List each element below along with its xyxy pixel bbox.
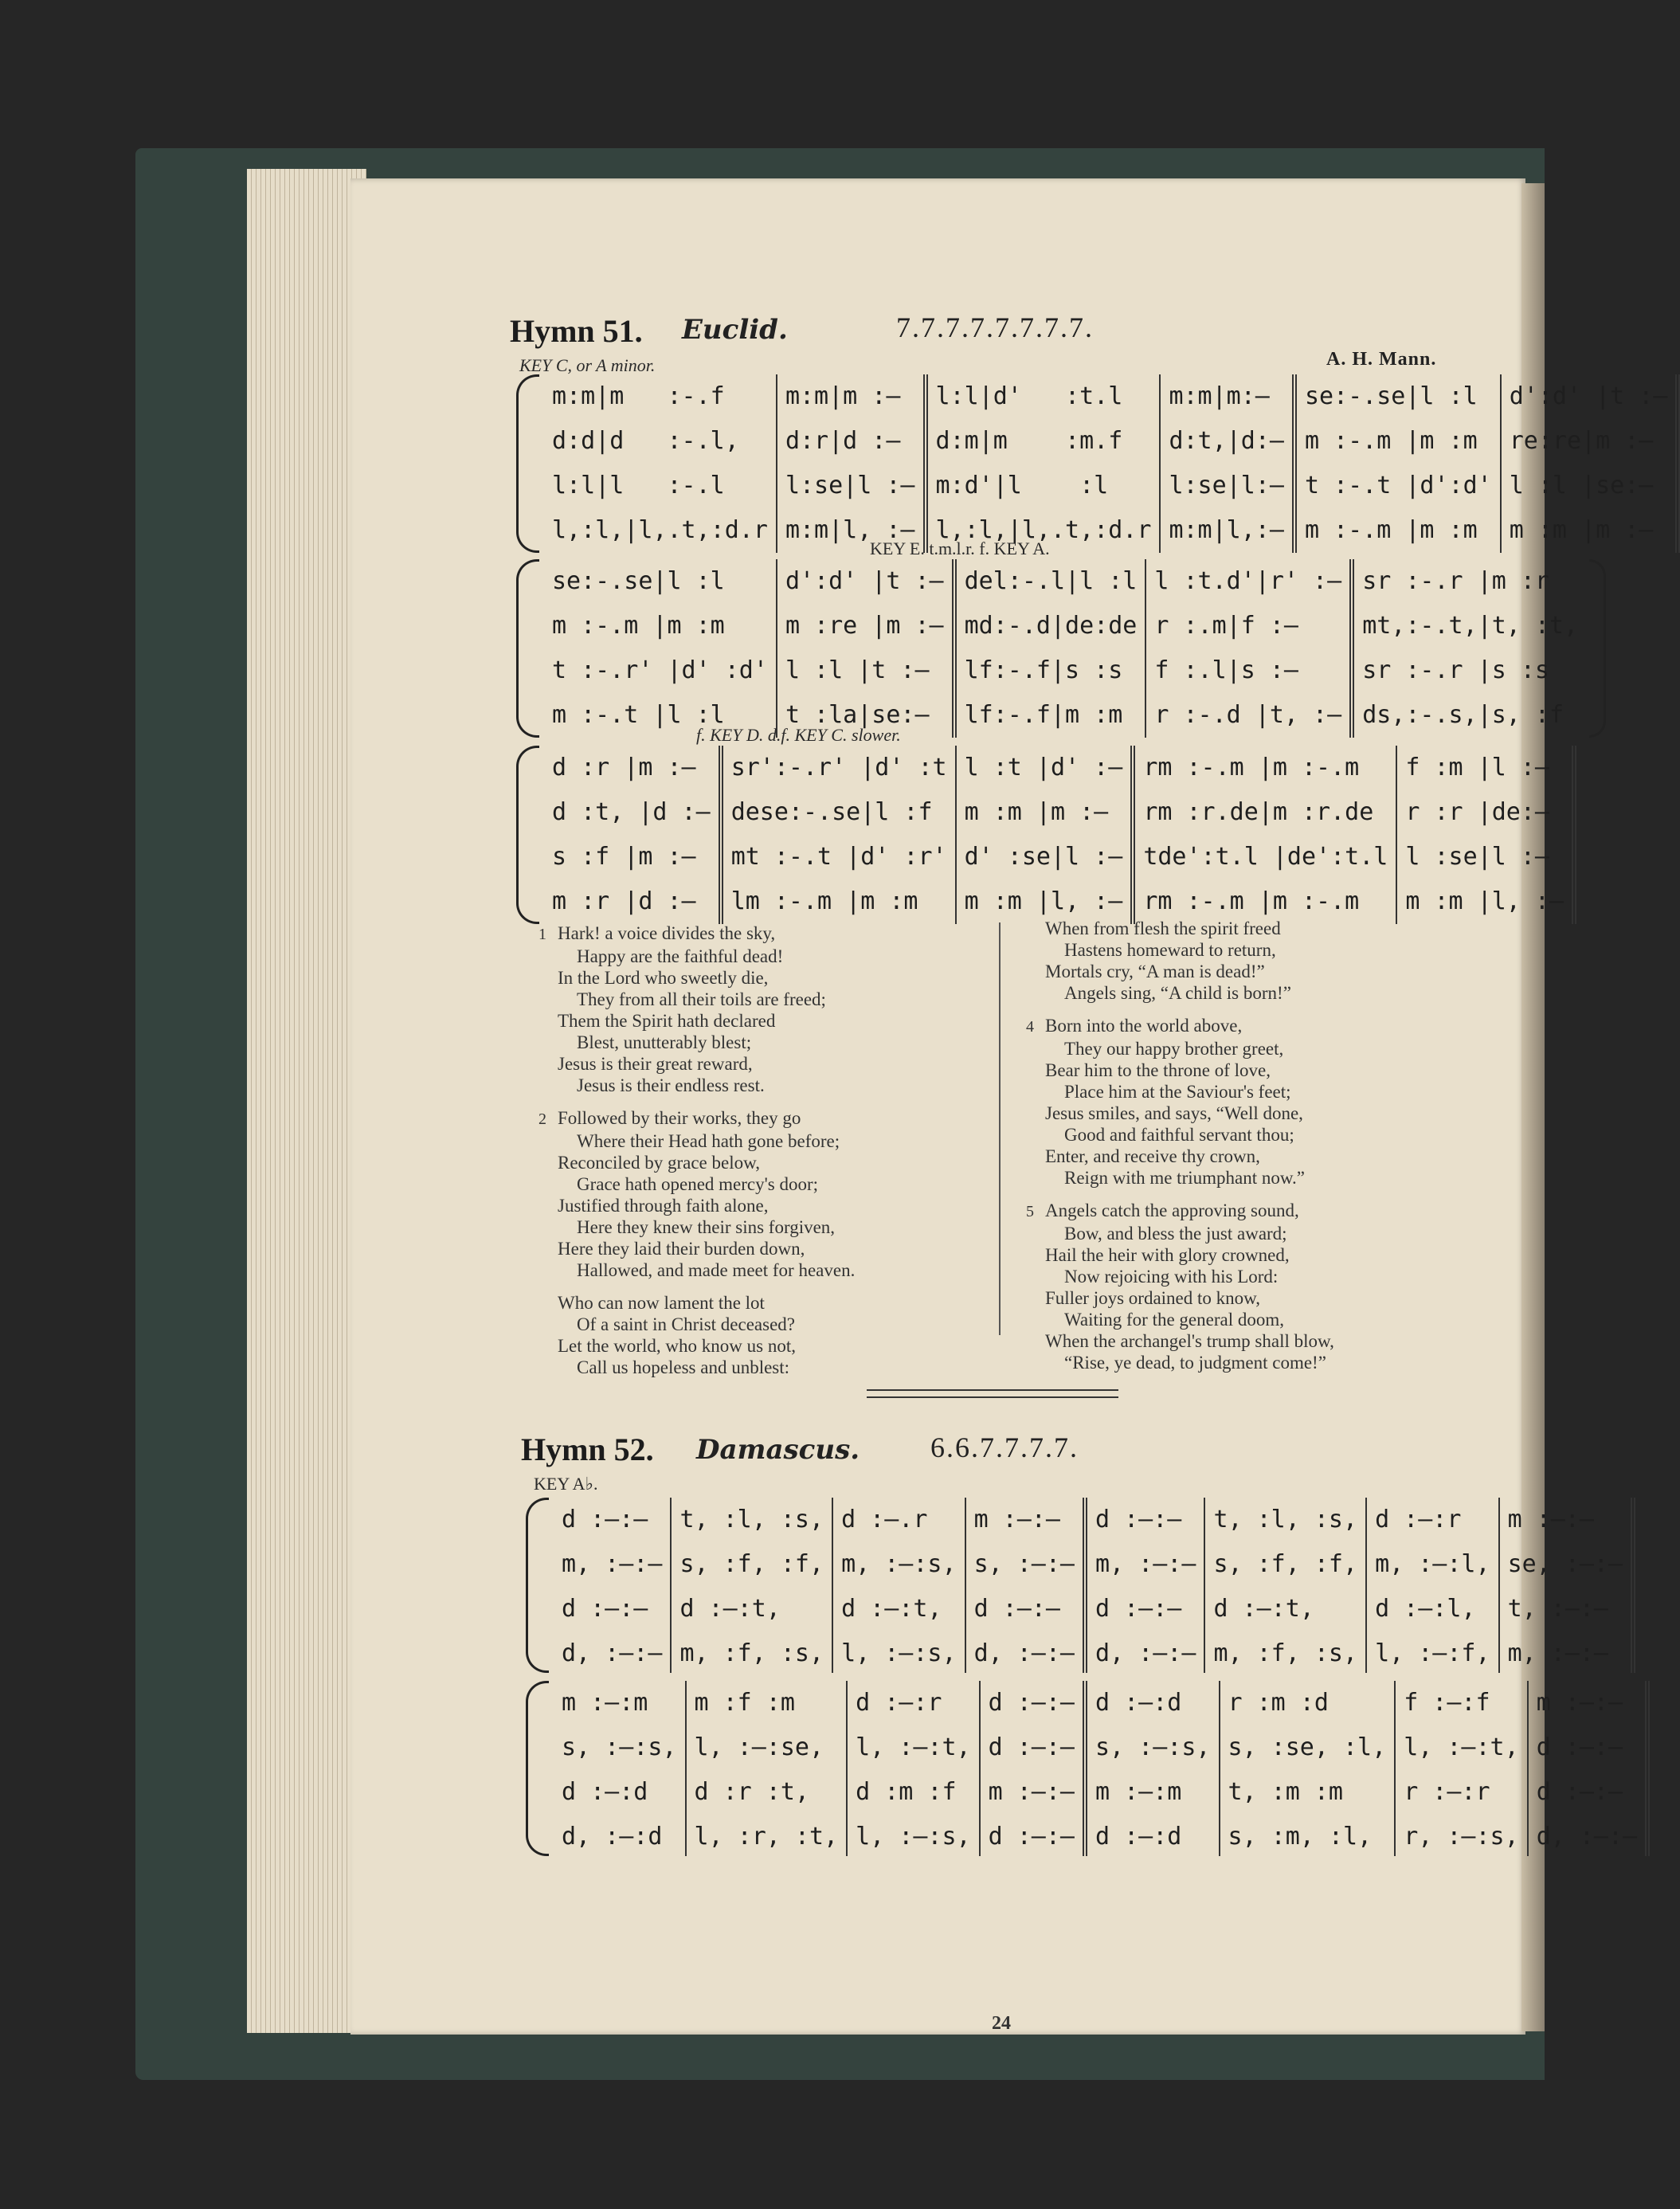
tenor-part: d :r :t, — [694, 1778, 809, 1806]
bass-part: d :—:— — [988, 1823, 1075, 1851]
bass-part: lm :-.m |m :m — [730, 887, 918, 915]
bass-part: d, :—:— — [973, 1639, 1075, 1667]
verse-line: Angels catch the approving sound, — [1045, 1200, 1299, 1220]
soprano-part: m :—:m — [562, 1689, 648, 1717]
bass-part: l, :—:s, — [841, 1639, 957, 1667]
soprano-part: d':d' |t :— — [1509, 382, 1668, 410]
verse-line: Happy are the faithful dead! — [577, 946, 784, 966]
music-measure — [1396, 1681, 1529, 1856]
bass-part: t :la|se:— — [785, 701, 930, 729]
verse-line: Fuller joys ordained to know, — [1045, 1288, 1261, 1308]
alto-part: m, :—:— — [1095, 1550, 1196, 1578]
alto-part: m :-.m |m :m — [1304, 427, 1478, 455]
music-measure — [1087, 1498, 1205, 1673]
verse-number: 5 — [1026, 1203, 1034, 1220]
bass-part: m :m |m :— — [1509, 516, 1654, 544]
bass-part: m :m |l, :— — [1405, 887, 1564, 915]
hymn-51-verses-right — [1026, 918, 1334, 1373]
verse-line: Jesus smiles, and says, “Well done, — [1045, 1103, 1303, 1123]
bass-part: l, :—:s, — [856, 1823, 971, 1851]
tenor-part: d :—:— — [1536, 1778, 1623, 1806]
alto-part: d:d|d :-.l, — [552, 427, 739, 455]
page-number: 24 — [992, 2013, 1011, 2034]
bass-part: m:m|l, :— — [785, 516, 915, 544]
verse-line: When the archangel's trump shall blow, — [1045, 1331, 1334, 1351]
bass-part: d, :—:— — [562, 1639, 663, 1667]
alto-part: s, :—:— — [973, 1550, 1075, 1578]
music-measure — [981, 1681, 1087, 1856]
alto-part: d:m|m :m.f — [935, 427, 1123, 455]
hymn-51-system-2 — [516, 559, 1606, 738]
bass-part: l,:l,|l,.t,:d.r — [552, 516, 768, 544]
tenor-part: d :—:t, — [679, 1595, 781, 1623]
tenor-part: lf:-.f|s :s — [964, 656, 1123, 684]
tenor-part: t :-.r' |d' :d' — [552, 656, 768, 684]
verse-line: Good and faithful servant thou; — [1064, 1125, 1294, 1145]
tenor-part: m :—:m — [1095, 1778, 1182, 1806]
verse-line: Now rejoicing with his Lord: — [1064, 1267, 1279, 1287]
verse-line: Hastens homeward to return, — [1064, 940, 1276, 960]
hymn-52-system-1 — [526, 1498, 1635, 1673]
verse-5 — [1026, 1200, 1334, 1373]
alto-part: md:-.d|de:de — [964, 612, 1138, 640]
bass-part: m, :—:— — [1507, 1639, 1608, 1667]
soprano-part: t, :l, :s, — [679, 1506, 824, 1533]
tenor-part: f :.l|s :— — [1154, 656, 1298, 684]
music-measure — [1205, 1498, 1367, 1673]
music-measure — [544, 374, 777, 553]
verse-line: Them the Spirit hath declared — [558, 1011, 776, 1031]
bass-part: m :-.m |m :m — [1304, 516, 1478, 544]
verse-line: Mortals cry, “A man is dead!” — [1045, 962, 1265, 981]
soprano-part: d':d' |t :— — [785, 567, 944, 595]
alto-part: r :r |de:— — [1405, 798, 1549, 826]
hymn-52-meter: 6.6.7.7.7.7. — [930, 1432, 1079, 1463]
soprano-part: del:-.l|l :l — [964, 567, 1138, 595]
soprano-part: f :m |l :— — [1405, 754, 1549, 781]
tenor-part: l :l |t :— — [785, 656, 930, 684]
bass-part: m, :f, :s, — [1213, 1639, 1358, 1667]
alto-part: r :.m|f :— — [1154, 612, 1298, 640]
soprano-part: m:m|m :— — [785, 382, 901, 410]
soprano-part: l :t |d' :— — [964, 754, 1123, 781]
verse-line: Call us hopeless and unblest: — [577, 1357, 790, 1377]
hymn-51-system-1 — [516, 374, 1680, 553]
hymn-51-tune-name: Euclid. — [682, 314, 788, 346]
tenor-part: d :—:t, — [841, 1595, 942, 1623]
verse-line: Jesus is their great reward, — [558, 1054, 753, 1074]
tenor-part: sr :-.r |s :s — [1362, 656, 1549, 684]
alto-part: d :—:— — [988, 1733, 1075, 1761]
soprano-part: t, :l, :s, — [1213, 1506, 1358, 1533]
bass-part: d :—:d — [1095, 1823, 1182, 1851]
soprano-part: d :—:— — [988, 1689, 1075, 1717]
music-measure — [1529, 1681, 1650, 1856]
music-measure — [1354, 559, 1586, 738]
verse-line: Enter, and receive thy crown, — [1045, 1146, 1260, 1166]
alto-part: mt,:-.t,|t, :t, — [1362, 612, 1579, 640]
verse-line: Who can now lament the lot — [558, 1293, 765, 1313]
soprano-part: d :—:— — [562, 1506, 648, 1533]
bass-part: d, :—:— — [1095, 1639, 1196, 1667]
tenor-part: s :f |m :— — [552, 843, 696, 871]
tenor-part: l:l|l :-.l — [552, 472, 725, 499]
alto-part: l, :—:t, — [856, 1733, 971, 1761]
hymn-51-system-3 — [516, 746, 1576, 924]
hymn-51-verses-left — [538, 922, 856, 1378]
bass-part: l,:l,|l,.t,:d.r — [935, 516, 1152, 544]
soprano-part: l :t.d'|r' :— — [1154, 567, 1342, 595]
tenor-part: d :—:— — [562, 1595, 648, 1623]
music-measure — [672, 1498, 833, 1673]
hymn-52-key: KEY A♭. — [534, 1474, 598, 1494]
soprano-part: sr':-.r' |d' :t — [730, 754, 947, 781]
tenor-part: d :—:— — [1095, 1595, 1182, 1623]
music-measure — [833, 1498, 966, 1673]
verse-line: Here they knew their sins forgiven, — [577, 1217, 836, 1237]
verse-3-start — [558, 1292, 855, 1378]
music-measure — [554, 1498, 672, 1673]
tenor-part: l :l |se:— — [1509, 472, 1654, 499]
alto-part: s, :—:s, — [1095, 1733, 1211, 1761]
tenor-part: d :—:— — [973, 1595, 1060, 1623]
music-measure — [1367, 1498, 1500, 1673]
soprano-part: rm :-.m |m :-.m — [1143, 754, 1360, 781]
tenor-part: d :—:d — [562, 1778, 648, 1806]
music-measure — [957, 746, 1136, 924]
system-brace — [516, 746, 539, 924]
hymn-52-system-2 — [526, 1681, 1650, 1856]
soprano-part: se:-.se|l :l — [552, 567, 725, 595]
hymn-51-key: KEY C, or A minor. — [519, 355, 656, 375]
bass-part: m, :f, :s, — [679, 1639, 824, 1667]
system-brace — [516, 559, 539, 738]
bass-part: rm :-.m |m :-.m — [1143, 887, 1360, 915]
verse-line: Waiting for the general doom, — [1064, 1310, 1284, 1330]
verse-line: Of a saint in Christ deceased? — [577, 1314, 795, 1334]
soprano-part: m:m|m:— — [1169, 382, 1270, 410]
bass-part: s, :m, :l, — [1228, 1823, 1373, 1851]
soprano-part: d :—:d — [1095, 1689, 1182, 1717]
alto-part: d:r|d :— — [785, 427, 901, 455]
alto-part: m, :—:— — [562, 1550, 663, 1578]
verse-2 — [538, 1107, 856, 1281]
soprano-part: m :—:— — [1507, 1506, 1594, 1533]
tenor-part: t :-.t |d':d' — [1304, 472, 1492, 499]
music-measure — [1220, 1681, 1396, 1856]
music-measure — [1146, 559, 1354, 738]
verse-number: 2 — [538, 1110, 546, 1128]
verse-number: 1 — [538, 926, 546, 943]
verse-line: In the Lord who sweetly die, — [558, 968, 769, 988]
tenor-part: m :—:— — [988, 1778, 1075, 1806]
bass-part: ds,:-.s,|s, :f — [1362, 701, 1564, 729]
bass-part: m :r |d :— — [552, 887, 696, 915]
bass-part: m :m |l, :— — [964, 887, 1123, 915]
verse-number: 4 — [1026, 1018, 1034, 1036]
music-measure — [1161, 374, 1297, 553]
music-measure — [777, 559, 957, 738]
verse-line: Jesus is their endless rest. — [577, 1075, 765, 1095]
verse-line: Justified through faith alone, — [558, 1196, 769, 1216]
verse-line: When from flesh the spirit freed — [1045, 918, 1281, 938]
alto-part: m :m |m :— — [964, 798, 1109, 826]
music-measure — [848, 1681, 981, 1856]
system-brace-right — [1589, 559, 1606, 738]
alto-part: dese:-.se|l :f — [730, 798, 933, 826]
alto-part: s, :f, :f, — [1213, 1550, 1358, 1578]
verse-line: Bow, and bless the just award; — [1064, 1224, 1287, 1244]
music-measure — [1087, 1681, 1220, 1856]
soprano-part: sr :-.r |m :r — [1362, 567, 1549, 595]
tenor-part: d :—:l, — [1375, 1595, 1476, 1623]
verse-line: They from all their toils are freed; — [577, 989, 826, 1009]
music-measure — [1397, 746, 1576, 924]
music-measure — [1135, 746, 1397, 924]
verse-4 — [1026, 1015, 1334, 1189]
bass-part: m:m|l,:— — [1169, 516, 1284, 544]
tenor-part: r :—:r — [1404, 1778, 1490, 1806]
alto-part: rm :r.de|m :r.de — [1143, 798, 1374, 826]
bass-part: d, :—:d — [562, 1823, 663, 1851]
page-edges — [247, 169, 366, 2033]
soprano-part: m:m|m :-.f — [552, 382, 725, 410]
alto-part: d :—:— — [1536, 1733, 1623, 1761]
music-measure — [687, 1681, 848, 1856]
hymn-52-title: Hymn 52. — [521, 1432, 654, 1467]
alto-part: l, :—:t, — [1404, 1733, 1519, 1761]
tenor-part: t, :—:— — [1507, 1595, 1608, 1623]
tenor-part: t, :m :m — [1228, 1778, 1343, 1806]
soprano-part: f :—:f — [1404, 1689, 1490, 1717]
verse-3-end — [1045, 918, 1334, 1004]
bass-part: l, :r, :t, — [694, 1823, 839, 1851]
music-measure — [544, 746, 723, 924]
alto-part: m, :—:l, — [1375, 1550, 1490, 1578]
soprano-part: l:l|d' :t.l — [935, 382, 1123, 410]
verse-line: Reconciled by grace below, — [558, 1153, 760, 1173]
verse-line: Born into the world above, — [1045, 1016, 1243, 1036]
tenor-part: m:d'|l :l — [935, 472, 1109, 499]
music-measure — [777, 374, 928, 553]
bass-part: m :-.t |l :l — [552, 701, 725, 729]
tenor-part: l:se|l:— — [1169, 472, 1284, 499]
verse-line: Here they laid their burden down, — [558, 1239, 805, 1259]
verse-1 — [538, 922, 855, 1096]
system-brace — [516, 374, 539, 553]
verse-line: “Rise, ye dead, to judgment come!” — [1064, 1353, 1326, 1373]
system-brace — [526, 1681, 549, 1856]
verse-line: Let the world, who know us not, — [558, 1336, 796, 1356]
hymn-51-system-3-key-changes: f. KEY D. d.f. KEY C. slower. — [696, 725, 901, 745]
music-measure — [723, 746, 957, 924]
music-measure — [1297, 374, 1502, 553]
hymn-separator-rule — [867, 1389, 1118, 1398]
soprano-part: d :r |m :— — [552, 754, 696, 781]
verse-line: Bear him to the throne of love, — [1045, 1060, 1271, 1080]
verse-line: Blest, unutterably blest; — [577, 1032, 752, 1052]
alto-part: m :re |m :— — [785, 612, 944, 640]
soprano-part: d :—:r — [856, 1689, 942, 1717]
soprano-part: m :—:— — [1536, 1689, 1623, 1717]
alto-part: se, :—:— — [1507, 1550, 1623, 1578]
verse-line: Reign with me triumphant now.” — [1064, 1168, 1305, 1188]
verse-line: They our happy brother greet, — [1064, 1039, 1284, 1059]
music-measure — [554, 1681, 687, 1856]
music-measure — [544, 559, 777, 738]
alto-part: m :-.m |m :m — [552, 612, 725, 640]
verse-line: Hallowed, and made meet for heaven. — [577, 1260, 856, 1280]
bass-part: lf:-.f|m :m — [964, 701, 1123, 729]
alto-part: l, :—:se, — [694, 1733, 824, 1761]
bass-part: d, :—:— — [1536, 1823, 1638, 1851]
hymn-51-system-2-key-changes: KEY E. t.m.l.r. f. KEY A. — [870, 539, 1050, 558]
verse-line: Hail the heir with glory crowned, — [1045, 1245, 1290, 1265]
bass-part: l, :—:f, — [1375, 1639, 1490, 1667]
alto-part: s, :se, :l, — [1228, 1733, 1387, 1761]
tenor-part: d' :se|l :— — [964, 843, 1123, 871]
verse-line: Grace hath opened mercy's door; — [577, 1174, 819, 1194]
tenor-part: mt :-.t |d' :r' — [730, 843, 947, 871]
verse-line: Hark! a voice divides the sky, — [558, 923, 776, 943]
music-measure — [957, 559, 1147, 738]
soprano-part: se:-.se|l :l — [1304, 382, 1478, 410]
tenor-part: d :m :f — [856, 1778, 957, 1806]
alto-part: d :t, |d :— — [552, 798, 711, 826]
alto-part: m, :—:s, — [841, 1550, 957, 1578]
soprano-part: r :m :d — [1228, 1689, 1329, 1717]
music-measure — [966, 1498, 1087, 1673]
soprano-part: m :f :m — [694, 1689, 795, 1717]
verse-column-divider — [999, 922, 1001, 1335]
music-measure — [1502, 374, 1680, 553]
soprano-part: d :—.r — [841, 1506, 928, 1533]
hymn-52-tune-name: Damascus. — [696, 1434, 860, 1466]
alto-part: d:t,|d:— — [1169, 427, 1284, 455]
bass-part: r :-.d |t, :— — [1154, 701, 1342, 729]
soprano-part: d :—:— — [1095, 1506, 1182, 1533]
alto-part: s, :f, :f, — [679, 1550, 824, 1578]
verse-line: Where their Head hath gone before; — [577, 1131, 840, 1151]
soprano-part: d :—:r — [1375, 1506, 1462, 1533]
hymn-51-title: Hymn 51. — [510, 313, 643, 349]
bass-part: r, :—:s, — [1404, 1823, 1519, 1851]
alto-part: re:re|m :— — [1509, 427, 1654, 455]
music-measure — [928, 374, 1161, 553]
tenor-part: tde':t.l |de':t.l — [1143, 843, 1388, 871]
tenor-part: d :—:t, — [1213, 1595, 1314, 1623]
verse-line: Followed by their works, they go — [558, 1108, 801, 1128]
alto-part: s, :—:s, — [562, 1733, 677, 1761]
verse-line: Place him at the Saviour's feet; — [1064, 1082, 1291, 1102]
music-measure — [1500, 1498, 1636, 1673]
soprano-part: m :—:— — [973, 1506, 1060, 1533]
tenor-part: l:se|l :— — [785, 472, 915, 499]
hymn-51-composer: A. H. Mann. — [1326, 349, 1437, 370]
tenor-part: l :se|l :— — [1405, 843, 1549, 871]
hymn-51-meter: 7.7.7.7.7.7.7.7. — [896, 311, 1094, 343]
verse-line: Angels sing, “A child is born!” — [1064, 983, 1291, 1003]
system-brace — [526, 1498, 549, 1673]
